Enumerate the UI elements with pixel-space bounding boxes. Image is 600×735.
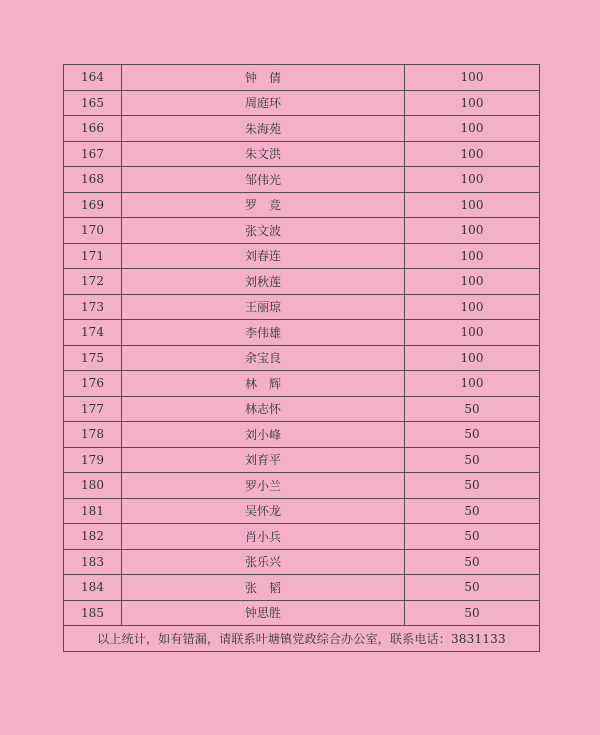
footer-note: 以上统计，如有错漏，请联系叶塘镇党政综合办公室，联系电话：3831133 xyxy=(64,626,540,652)
table-row xyxy=(64,422,540,448)
table-row xyxy=(64,473,540,499)
row-name: 余宝良 xyxy=(122,345,405,371)
row-amount: 50 xyxy=(405,549,540,575)
row-name: 林 辉 xyxy=(122,371,405,397)
row-number: 164 xyxy=(64,65,122,91)
table-row xyxy=(64,167,540,193)
row-number: 180 xyxy=(64,473,122,499)
row-name: 张 韬 xyxy=(122,575,405,601)
table-row xyxy=(64,294,540,320)
table-body xyxy=(64,65,540,626)
row-name: 张乐兴 xyxy=(122,549,405,575)
row-name: 钟 倩 xyxy=(122,65,405,91)
row-name: 吴怀龙 xyxy=(122,498,405,524)
row-name: 刘春连 xyxy=(122,243,405,269)
row-number: 181 xyxy=(64,498,122,524)
row-amount: 100 xyxy=(405,218,540,244)
row-amount: 100 xyxy=(405,65,540,91)
row-number: 166 xyxy=(64,116,122,142)
table-row xyxy=(64,575,540,601)
table-row xyxy=(64,320,540,346)
row-amount: 100 xyxy=(405,269,540,295)
row-number: 178 xyxy=(64,422,122,448)
row-number: 185 xyxy=(64,600,122,626)
row-amount: 50 xyxy=(405,396,540,422)
row-number: 172 xyxy=(64,269,122,295)
row-number: 170 xyxy=(64,218,122,244)
table-row xyxy=(64,192,540,218)
row-number: 179 xyxy=(64,447,122,473)
row-number: 169 xyxy=(64,192,122,218)
row-name: 邹伟光 xyxy=(122,167,405,193)
row-name: 罗 竞 xyxy=(122,192,405,218)
table-row xyxy=(64,600,540,626)
row-name: 林志怀 xyxy=(122,396,405,422)
row-amount: 100 xyxy=(405,320,540,346)
row-number: 176 xyxy=(64,371,122,397)
row-number: 183 xyxy=(64,549,122,575)
row-amount: 50 xyxy=(405,473,540,499)
row-name: 张文波 xyxy=(122,218,405,244)
table-row xyxy=(64,524,540,550)
row-amount: 50 xyxy=(405,447,540,473)
row-name: 刘秋莲 xyxy=(122,269,405,295)
row-amount: 100 xyxy=(405,141,540,167)
donation-table xyxy=(63,64,540,652)
row-name: 钟思胜 xyxy=(122,600,405,626)
row-amount: 100 xyxy=(405,90,540,116)
row-number: 167 xyxy=(64,141,122,167)
table-row xyxy=(64,141,540,167)
row-number: 175 xyxy=(64,345,122,371)
row-amount: 50 xyxy=(405,524,540,550)
row-name: 肖小兵 xyxy=(122,524,405,550)
table-row xyxy=(64,269,540,295)
table-row xyxy=(64,218,540,244)
row-amount: 100 xyxy=(405,371,540,397)
row-amount: 100 xyxy=(405,116,540,142)
row-number: 165 xyxy=(64,90,122,116)
row-name: 刘小峰 xyxy=(122,422,405,448)
row-amount: 50 xyxy=(405,600,540,626)
row-number: 177 xyxy=(64,396,122,422)
row-amount: 50 xyxy=(405,422,540,448)
row-amount: 100 xyxy=(405,192,540,218)
table-row xyxy=(64,345,540,371)
row-number: 168 xyxy=(64,167,122,193)
table-row xyxy=(64,116,540,142)
table-row xyxy=(64,549,540,575)
row-name: 周庭环 xyxy=(122,90,405,116)
table-row xyxy=(64,90,540,116)
table-row xyxy=(64,498,540,524)
row-amount: 100 xyxy=(405,294,540,320)
row-name: 朱海苑 xyxy=(122,116,405,142)
row-name: 朱文洪 xyxy=(122,141,405,167)
row-name: 王丽琼 xyxy=(122,294,405,320)
row-amount: 100 xyxy=(405,167,540,193)
row-amount: 50 xyxy=(405,575,540,601)
row-number: 171 xyxy=(64,243,122,269)
row-amount: 100 xyxy=(405,345,540,371)
row-amount: 100 xyxy=(405,243,540,269)
row-name: 刘育平 xyxy=(122,447,405,473)
row-name: 李伟雄 xyxy=(122,320,405,346)
table-row xyxy=(64,65,540,91)
table-row xyxy=(64,371,540,397)
row-number: 174 xyxy=(64,320,122,346)
row-number: 182 xyxy=(64,524,122,550)
table-row xyxy=(64,447,540,473)
row-number: 184 xyxy=(64,575,122,601)
note-row xyxy=(64,626,540,652)
row-number: 173 xyxy=(64,294,122,320)
table-row xyxy=(64,396,540,422)
row-amount: 50 xyxy=(405,498,540,524)
table-row xyxy=(64,243,540,269)
row-name: 罗小兰 xyxy=(122,473,405,499)
